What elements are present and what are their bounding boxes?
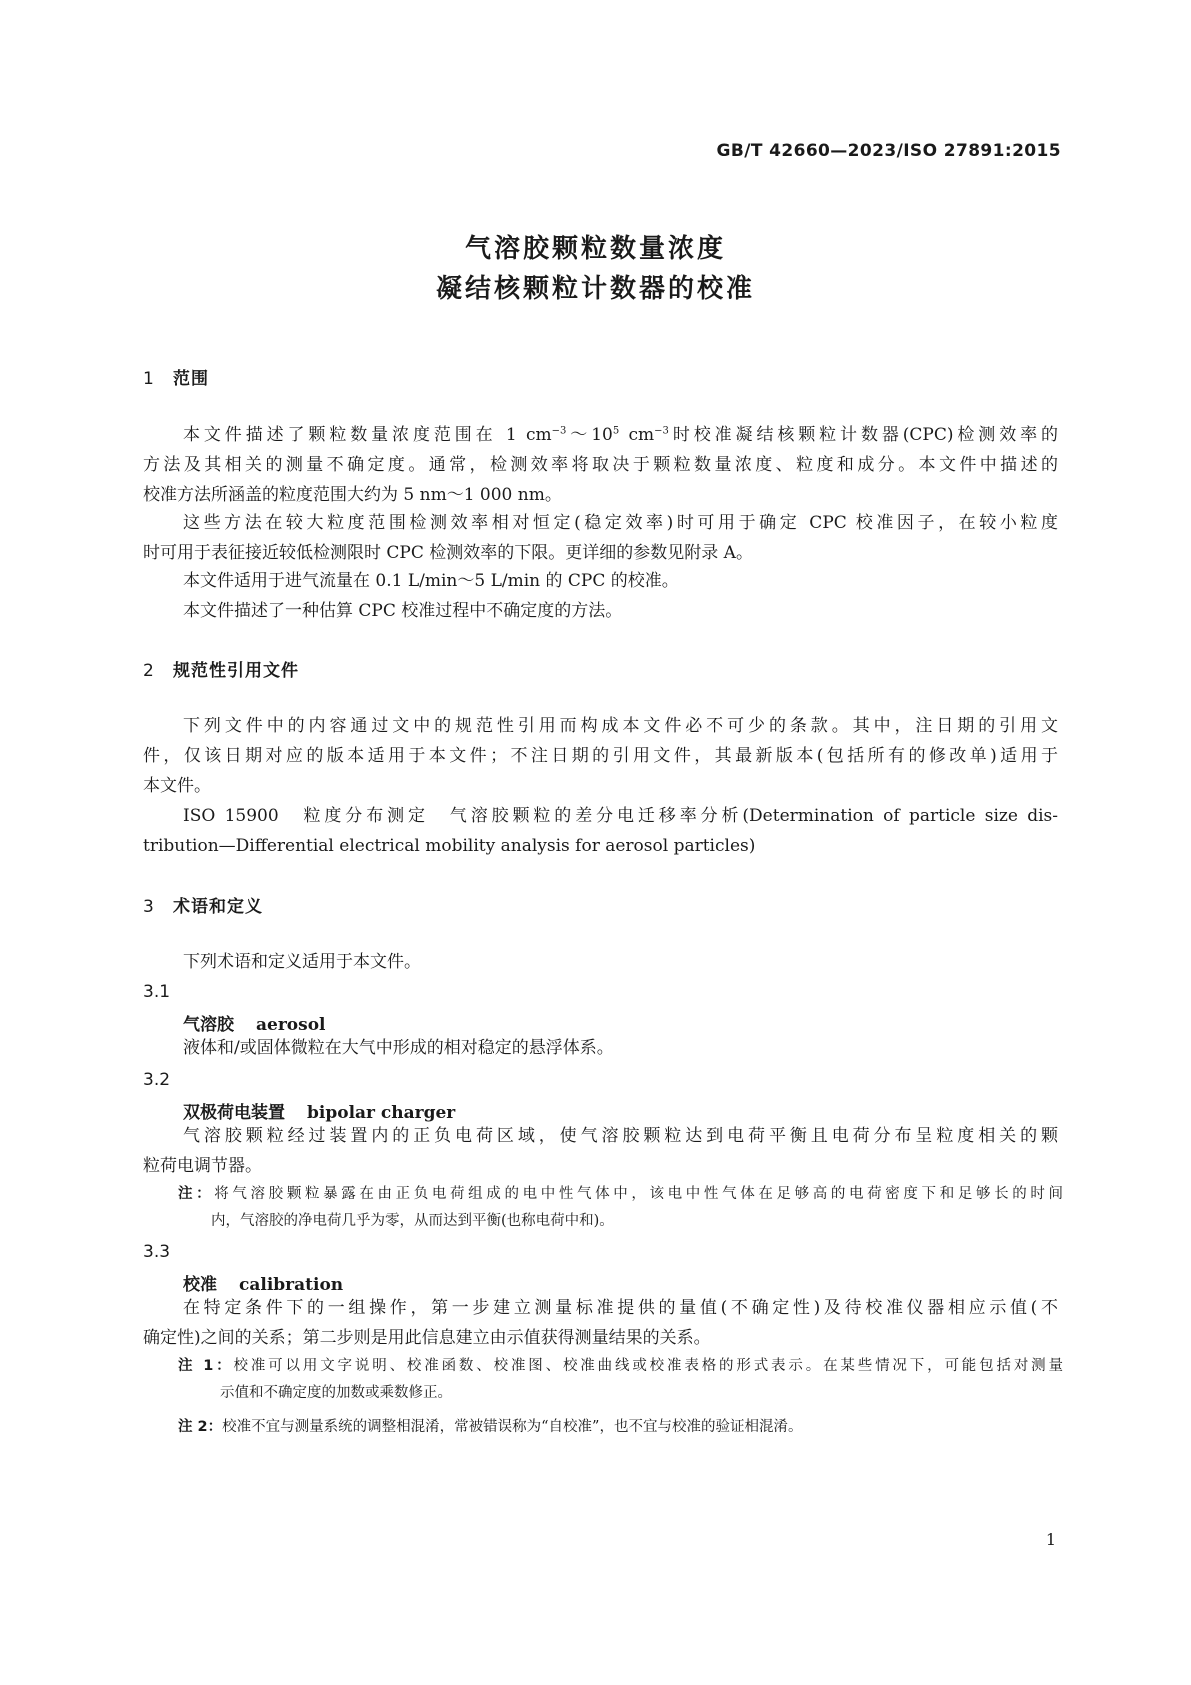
paragraph-line: 本文件适用于进气流量在 0.1 L/min～5 L/min 的 CPC 的校准。 [183,571,679,591]
terms-intro [143,947,1058,977]
term-bipolar-charger-definition [143,1121,1058,1181]
paragraph-line: ISO 15900 粒度分布测定 气溶胶颗粒的差分电迁移率分析(Determination of particle size dis- [183,806,1058,826]
paragraph-line: 本文件描述了颗粒数量浓度范围在 1 $cm^{-3}\sim 10^5$ $cm^{-3}$时校准凝结核颗粒计数器(CPC)检测效率的 [183,425,1058,445]
term-calibration-note-1 [178,1353,1063,1407]
term-chinese: 校准 [183,1275,217,1295]
paragraph-line: 确定性)之间的关系；第二步则是用此信息建立由示值获得测量结果的关系。 [143,1328,711,1348]
term-aerosol-definition [143,1033,1058,1063]
paragraph-line: 这些方法在较大粒度范围检测效率相对恒定(稳定效率)时可用于确定 CPC 校准因子，在较小粒度 [183,513,1058,533]
section-number: 1 [143,369,155,389]
note-line: 注 1：校准可以用文字说明、校准函数、校准图、校准曲线或校准表格的形式表示。在某些情况下，可能包括对测量 [178,1358,1063,1374]
section-2-heading [143,656,299,681]
section-3-heading [143,892,263,917]
paragraph-line: 下列术语和定义适用于本文件。 [183,952,421,972]
note-line: 注 2：校准不宜与测量系统的调整相混淆，常被错误称为“自校准”，也不宜与校准的验证相混淆。 [178,1419,803,1435]
paragraph-line: 液体和/或固体微粒在大气中形成的相对稳定的悬浮体系。 [183,1038,614,1058]
section-title: 规范性引用文件 [173,661,299,681]
standard-number: GB/T 42660—2023/ISO 27891:2015 [716,141,1061,161]
term-english: calibration [239,1275,344,1295]
paragraph-line: 气溶胶颗粒经过装置内的正负电荷区域，使气溶胶颗粒达到电荷平衡且电荷分布呈粒度相关的颗 [183,1126,1058,1146]
document-title-line-1: 气溶胶颗粒数量浓度 [464,234,726,264]
note-label: 注： [178,1186,215,1202]
paragraph-line: 在特定条件下的一组操作，第一步建立测量标准提供的量值(不确定性)及待校准仪器相应示值(不 [183,1298,1058,1318]
scope-paragraph-2 [143,508,1058,568]
note-label: 注 1： [178,1358,234,1374]
section-title: 范围 [173,369,209,389]
section-number: 2 [143,661,155,681]
term-bipolar-charger-note [178,1181,1063,1235]
note-line: 内，气溶胶的净电荷几乎为零，从而达到平衡(也称电荷中和)。 [211,1213,614,1229]
term-calibration-definition [143,1293,1058,1353]
document-title-line-2: 凝结核颗粒计数器的校准 [435,274,755,304]
normative-references-paragraph [143,711,1058,801]
term-english: aerosol [256,1015,326,1035]
paragraph-line: 校准方法所涵盖的粒度范围大约为 5 nm～1 000 nm。 [143,485,562,505]
section-number: 3 [143,897,155,917]
paragraph-line: 本文件。 [143,776,211,796]
note-label: 注 2： [178,1419,223,1435]
clause-3-3-number: 3.3 [143,1242,171,1262]
note-line: 示值和不确定度的加数或乘数修正。 [220,1385,452,1401]
term-chinese: 气溶胶 [183,1015,234,1035]
paragraph-line: 方法及其相关的测量不确定度。通常，检测效率将取决于颗粒数量浓度、粒度和成分。本文件中描述的 [143,455,1058,475]
clause-3-1-number: 3.1 [143,982,171,1002]
term-english: bipolar charger [307,1103,456,1123]
paragraph-line: 本文件描述了一种估算 CPC 校准过程中不确定度的方法。 [183,601,623,621]
paragraph-line: 时可用于表征接近较低检测限时 CPC 检测效率的下限。更详细的参数见附录 A。 [143,543,753,563]
clause-3-2-number: 3.2 [143,1070,171,1090]
term-aerosol [183,1010,326,1035]
paragraph-line: 件，仅该日期对应的版本适用于本文件；不注日期的引用文件，其最新版本(包括所有的修改单)适用于 [143,746,1058,766]
scope-paragraph-1 [143,420,1058,510]
scope-paragraph-4 [143,596,1058,626]
paragraph-line: 粒荷电调节器。 [143,1156,262,1176]
term-calibration-note-2 [178,1414,1063,1441]
paragraph-line: 下列文件中的内容通过文中的规范性引用而构成本文件必不可少的条款。其中，注日期的引用文 [183,716,1058,736]
normative-reference-iso-15900 [143,801,1058,861]
note-line: 注：将气溶胶颗粒暴露在由正负电荷组成的电中性气体中，该电中性气体在足够高的电荷密度下和足够长的时间 [178,1186,1063,1202]
term-calibration [183,1270,343,1295]
section-title: 术语和定义 [173,897,263,917]
scope-paragraph-3 [143,566,1058,596]
paragraph-line: tribution—Differential electrical mobility analysis for aerosol particles) [143,836,756,856]
section-1-heading [143,364,209,389]
page-number: 1 [1045,1530,1056,1549]
term-chinese: 双极荷电装置 [183,1103,285,1123]
term-bipolar-charger [183,1098,455,1123]
